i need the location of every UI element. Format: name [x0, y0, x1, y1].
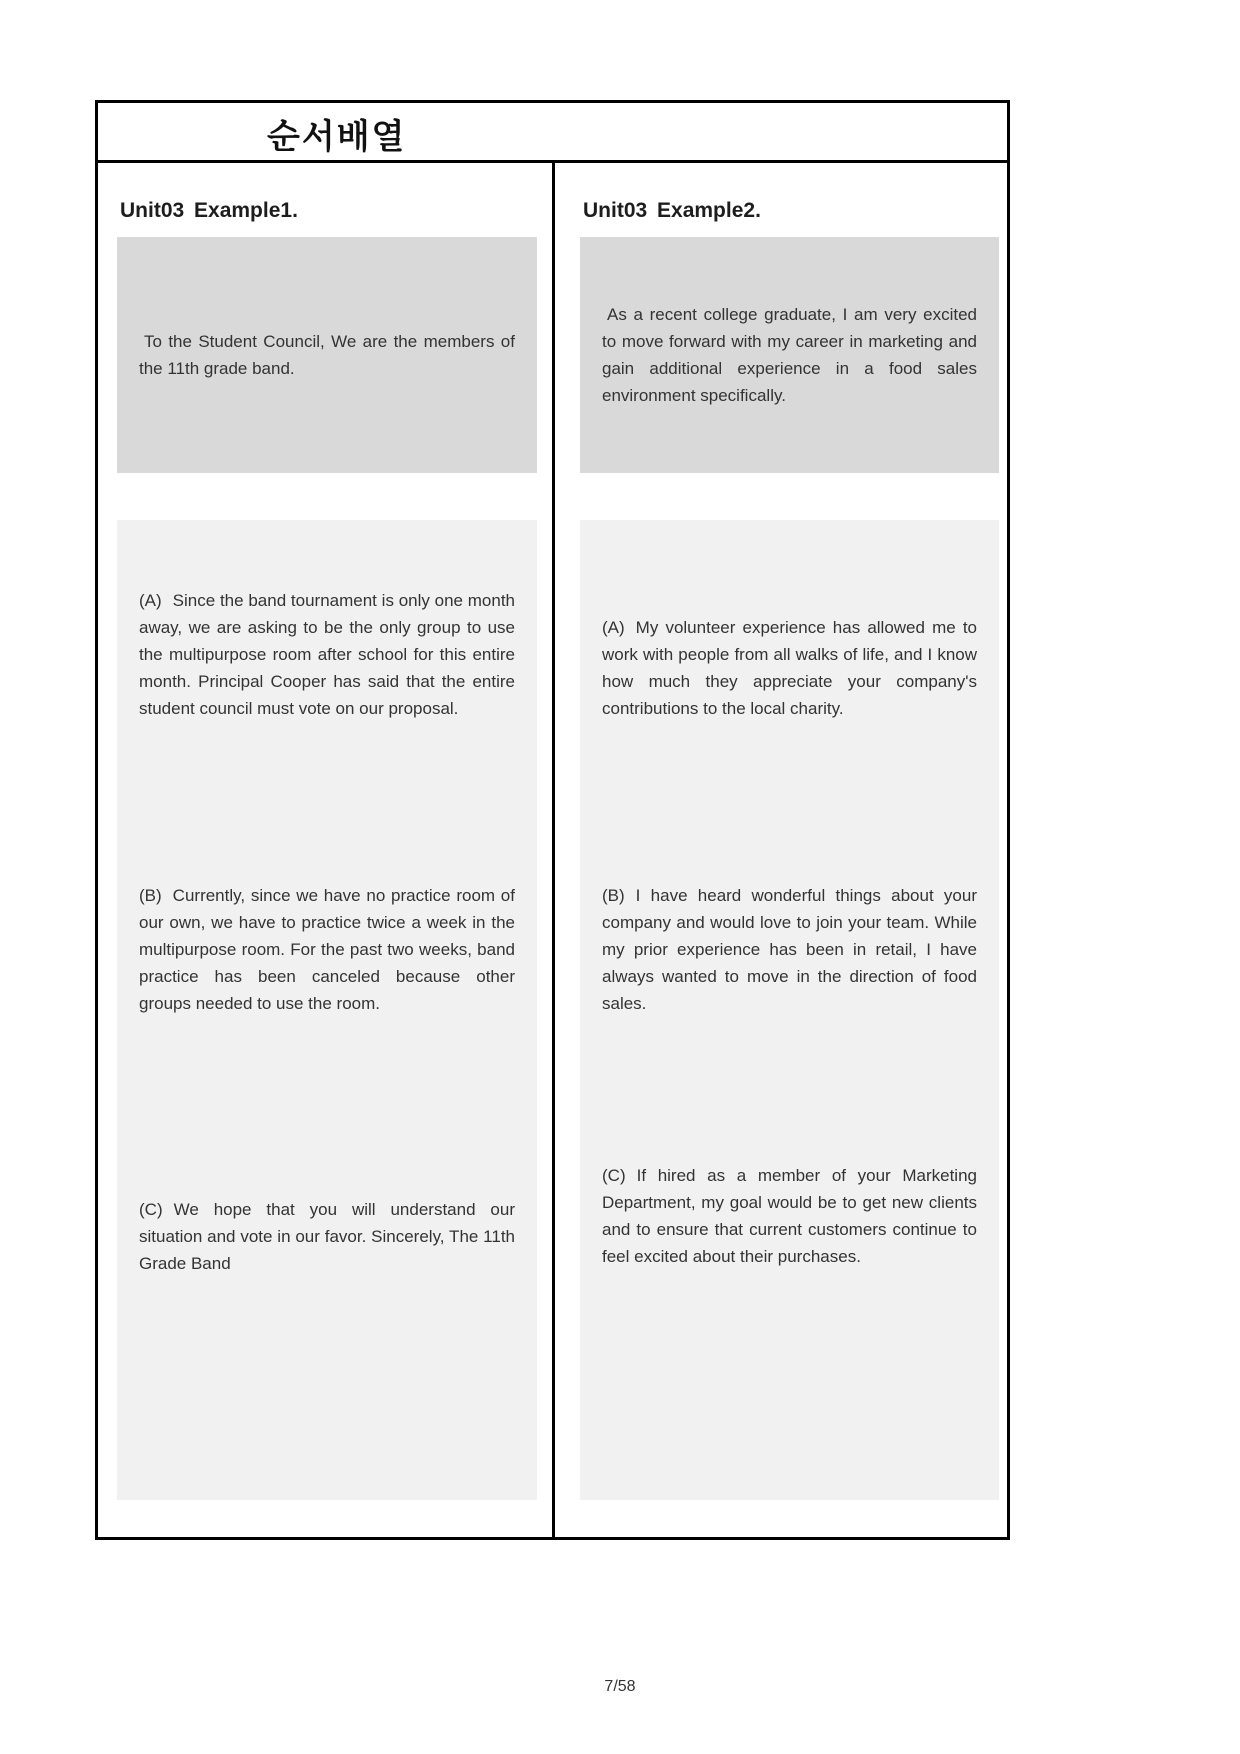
paragraph-c-label: (C)	[139, 1200, 163, 1219]
ordering-items-box	[117, 520, 537, 1500]
paragraph-b-label: (B)	[602, 886, 625, 905]
paragraph-b-text: I have heard wonderful things about your company and would love to join your team. While my prior experience has been in retail, I have always wanted to move in the direction of food sales.	[602, 886, 977, 1013]
intro-passage-box	[117, 237, 537, 473]
paragraph-a-text: Since the band tournament is only one month away, we are asking to be the only group to use the multipurpose room after school for this entire month. Principal Cooper has said that the entire student council must vote on our proposal.	[139, 591, 515, 718]
paragraph-b	[139, 882, 515, 1017]
section-heading: Unit03 Example1.	[120, 199, 298, 222]
section-heading: Unit03 Example2.	[583, 199, 761, 222]
intro-passage-box	[580, 237, 999, 473]
paragraph-c	[139, 1196, 515, 1277]
column-example2	[555, 163, 1007, 1537]
paragraph-a-text: My volunteer experience has allowed me to work with people from all walks of life, and I know how much they appreciate your company's contributions to the local charity.	[602, 618, 977, 718]
ordering-items-box	[580, 520, 999, 1500]
paragraph-a-label: (A)	[602, 618, 625, 637]
page-number: 7/58	[604, 1678, 636, 1695]
paragraph-a	[139, 587, 515, 722]
paragraph-c-label: (C)	[602, 1166, 626, 1185]
page-title: 순서배열	[267, 118, 407, 156]
intro-passage-text: As a recent college graduate, I am very excited to move forward with my career in marketing and gain additional experience in a food sales environment specifically.	[602, 305, 977, 405]
intro-passage-text: To the Student Council, We are the members of the 11th grade band.	[139, 332, 515, 378]
paragraph-b-text: Currently, since we have no practice room of our own, we have to practice twice a week in the multipurpose room. For the past two weeks, band practice has been canceled because other groups needed to use the room.	[139, 886, 515, 1013]
paragraph-c-text: We hope that you will understand our situation and vote in our favor. Sincerely, The 11th Grade Band	[139, 1200, 515, 1273]
paragraph-c	[602, 1162, 977, 1270]
paragraph-b-label: (B)	[139, 886, 162, 905]
paragraph-b	[602, 882, 977, 1017]
paragraph-a-label: (A)	[139, 591, 162, 610]
worksheet-frame	[95, 100, 1010, 1540]
column-example1	[98, 163, 552, 1537]
paragraph-c-text: If hired as a member of your Marketing Department, my goal would be to get new clients and to ensure that current customers continue to feel excited about their purchases.	[602, 1166, 977, 1266]
paragraph-a	[602, 614, 977, 722]
